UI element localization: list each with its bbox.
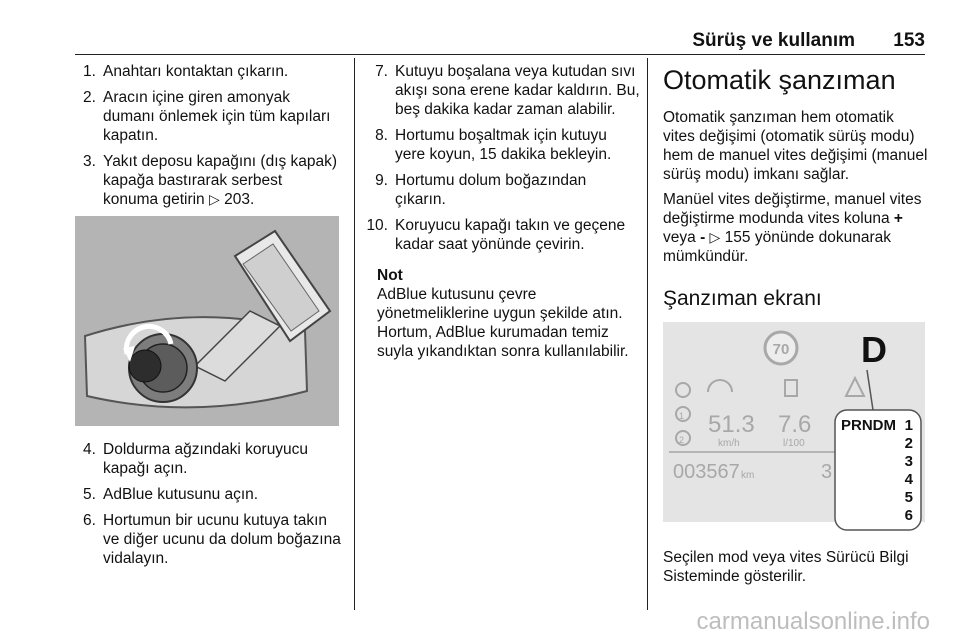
gear-indicator: D (861, 329, 887, 370)
steps-list-continued (355, 62, 640, 254)
list-item: 8. Hortumu boşaltmak için kutuyu yere koyun, 15 dakika bekleyin. (375, 127, 612, 163)
list-item: 7. Kutuyu boşalana veya kutudan sıvı akışı sona erene kadar kaldırın. Bu, beş dakika kadar zaman alabilir. (375, 63, 640, 118)
minus-symbol: - (700, 229, 706, 246)
page-number: 153 (893, 30, 925, 51)
speed-unit: km/h (718, 438, 740, 449)
list-item: 1. Anahtarı kontaktan çıkarın. (83, 63, 289, 80)
svg-text:3: 3 (904, 453, 913, 470)
subsection-heading: Şanzıman ekranı (663, 287, 822, 310)
paragraph: Otomatik şanzıman hem otomatik vites değişimi (otomatik sürüş modu) hem de manuel vites değişimi (manuel sürüş modu) imkanı sağlar. (663, 109, 928, 183)
list-item: 6. Hortumun bir ucunu kutuya takın ve diğer ucunu da dolum boğazına vidalayın. (83, 512, 341, 567)
consumption-unit: l/100 (783, 438, 805, 449)
speed-value: 51.3 (708, 411, 755, 438)
odometer-unit: km (741, 470, 755, 481)
page-reference-link[interactable]: 155 (724, 229, 751, 246)
list-item: 5. AdBlue kutusunu açın. (83, 486, 259, 503)
caption: Seçilen mod veya vites Sürücü Bilgi Sisteminde gösterilir. (663, 549, 909, 585)
section-heading: Otomatik şanzıman (663, 65, 896, 95)
column-3 (663, 62, 928, 592)
column-2 (355, 62, 640, 361)
note-text: AdBlue kutusunu çevre yönetmeliklerine uygun şekilde atın. Hortum, AdBlue kurumadan temiz suyla yıkandıktan sonra kullanılabilir. (377, 286, 629, 360)
svg-text:4: 4 (904, 471, 913, 488)
reference-arrow-icon: ▷ (208, 191, 220, 207)
svg-text:1: 1 (904, 417, 913, 434)
page-reference-link[interactable]: 203. (224, 191, 255, 208)
trip-partial-digit: 3 (821, 461, 833, 483)
list-item: 2. Aracın içine giren amonyak dumanı önlemek için tüm kapıları kapatın. (83, 89, 331, 144)
fuel-filler-photo (75, 216, 339, 426)
svg-text:5: 5 (904, 489, 913, 506)
paragraph: Manüel vites değiştirme, manuel vites değiştirme modunda vites koluna + veya - ▷ 155 yönünde dokunarak mümkündür. (663, 191, 922, 265)
column-divider-2 (647, 58, 648, 610)
watermark: carmanualsonline.info (696, 608, 930, 635)
list-item: 9. Hortumu dolum boğazından çıkarın. (375, 172, 587, 208)
section-title: Sürüş ve kullanım (692, 30, 855, 51)
mode-label: PRNDM (841, 417, 896, 434)
note-heading: Not (377, 267, 403, 284)
plus-symbol: + (893, 210, 903, 227)
steps-list-top (75, 62, 341, 209)
list-item: 10. Koruyucu kapağı takın ve geçene kadar saat yönünde çevirin. (366, 217, 626, 253)
speed-limit-value: 70 (772, 341, 790, 358)
consumption-value: 7.6 (778, 411, 812, 438)
svg-text:2: 2 (904, 435, 913, 452)
svg-text:1: 1 (679, 411, 685, 421)
odometer-value: 003567 (673, 461, 740, 483)
transmission-display-illustration (663, 322, 925, 534)
svg-text:2: 2 (679, 435, 685, 445)
page-header (75, 28, 925, 55)
steps-list-bottom (75, 440, 341, 568)
reference-arrow-icon: ▷ (709, 229, 721, 245)
list-item: 3. Yakıt deposu kapağını (dış kapak) kapağa bastırarak serbest konuma getirin ▷ 203. (83, 153, 338, 208)
svg-text:6: 6 (904, 507, 913, 524)
column-1 (75, 62, 341, 575)
list-item: 4. Doldurma ağzındaki koruyucu kapağı açın. (83, 441, 309, 477)
